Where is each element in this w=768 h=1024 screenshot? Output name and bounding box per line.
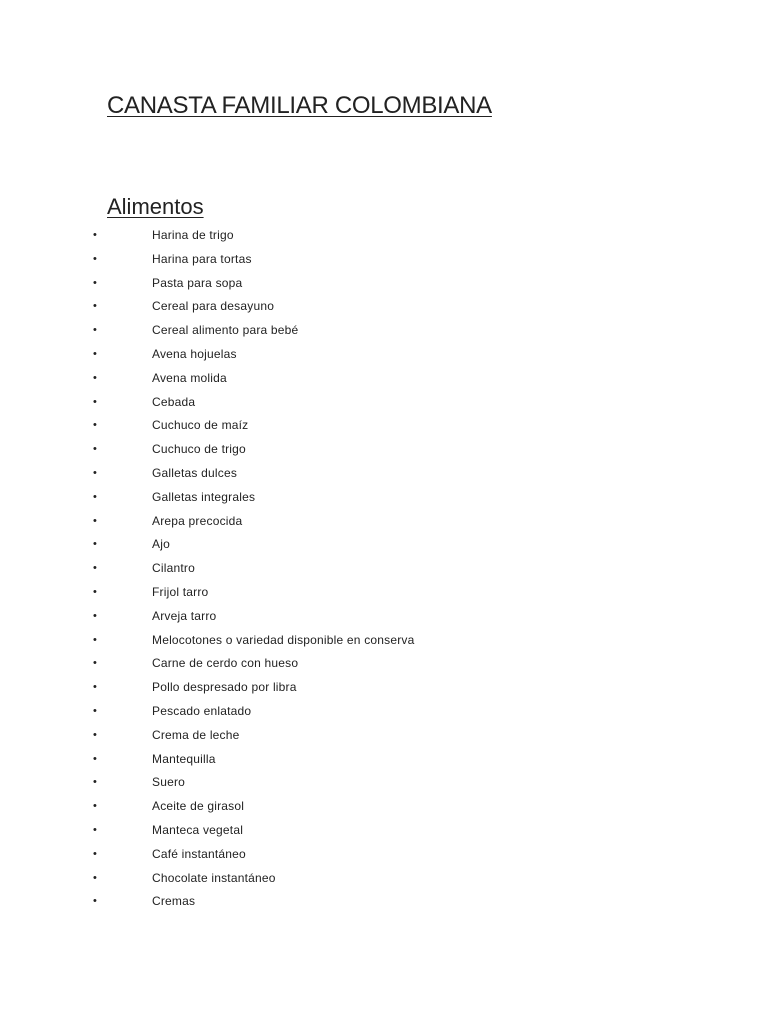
bullet-icon: • <box>93 728 97 741</box>
bullet-icon: • <box>93 466 97 479</box>
list-item-text: Avena hojuelas <box>152 346 237 361</box>
bullet-icon: • <box>93 871 97 884</box>
list-item-text: Galletas integrales <box>152 489 256 504</box>
bullet-icon: • <box>93 252 97 265</box>
bullet-icon: • <box>93 229 97 241</box>
list-item-text: Suero <box>152 775 186 790</box>
bullet-icon: • <box>93 633 97 646</box>
list-item-text: Pollo despresado por libra <box>152 680 297 695</box>
list-item-text: Ajo <box>152 537 170 552</box>
bullet-icon: • <box>93 300 97 313</box>
list-item-text: Arveja tarro <box>152 608 217 623</box>
bullet-icon: • <box>93 681 97 694</box>
bullet-icon: • <box>93 347 97 360</box>
bullet-icon: • <box>93 657 97 670</box>
list-item-text: Arepa precocida <box>152 513 243 528</box>
list-item-text: Frijol tarro <box>152 584 209 599</box>
list-item-text: Harina de trigo <box>152 228 234 242</box>
list-item-text: Pescado enlatado <box>152 703 252 718</box>
list-item-text: Cebada <box>152 394 196 409</box>
list-item-text: Manteca vegetal <box>152 822 244 837</box>
bullet-icon: • <box>93 562 97 575</box>
list-item-text: Harina para tortas <box>152 251 252 266</box>
list-item-text: Chocolate instantáneo <box>152 870 276 885</box>
bullet-icon: • <box>93 752 97 765</box>
list-item-text: Galletas dulces <box>152 465 238 480</box>
bullet-icon: • <box>93 490 97 503</box>
list-item-text: Carne de cerdo con hueso <box>152 656 299 671</box>
bullet-icon: • <box>93 395 97 408</box>
list-item-text: Cremas <box>152 894 196 909</box>
bullet-icon: • <box>93 704 97 717</box>
bullet-icon: • <box>93 276 97 289</box>
list-item-text: Melocotones o variedad disponible en conserva <box>152 632 415 647</box>
section-heading-alimentos: Alimentos <box>107 194 204 219</box>
list-item-text: Cilantro <box>152 561 195 576</box>
bullet-icon: • <box>93 776 97 789</box>
list-item-text: Cereal alimento para bebé <box>152 323 299 338</box>
bullet-icon: • <box>93 609 97 622</box>
bullet-icon: • <box>93 514 97 527</box>
page-title: CANASTA FAMILIAR COLOMBIANA <box>107 92 492 119</box>
bullet-icon: • <box>93 847 97 860</box>
bullet-icon: • <box>93 324 97 337</box>
bullet-icon: • <box>93 800 97 813</box>
list-item-text: Mantequilla <box>152 751 216 766</box>
list-item-text: Avena molida <box>152 370 227 385</box>
list-item-text: Crema de leche <box>152 727 240 742</box>
bullet-icon: • <box>93 443 97 456</box>
list-item-text: Aceite de girasol <box>152 799 245 814</box>
list-item-text: Cereal para desayuno <box>152 299 275 314</box>
list-item-text: Cuchuco de maíz <box>152 418 249 433</box>
bullet-icon: • <box>93 823 97 836</box>
bullet-icon: • <box>93 538 97 551</box>
bullet-icon: • <box>93 895 97 908</box>
bullet-icon: • <box>93 585 97 598</box>
bullet-icon: • <box>93 419 97 432</box>
list-item-text: Café instantáneo <box>152 846 246 861</box>
list-item-text: Pasta para sopa <box>152 275 243 290</box>
bullet-icon: • <box>93 371 97 384</box>
list-item-text: Cuchuco de trigo <box>152 442 246 457</box>
